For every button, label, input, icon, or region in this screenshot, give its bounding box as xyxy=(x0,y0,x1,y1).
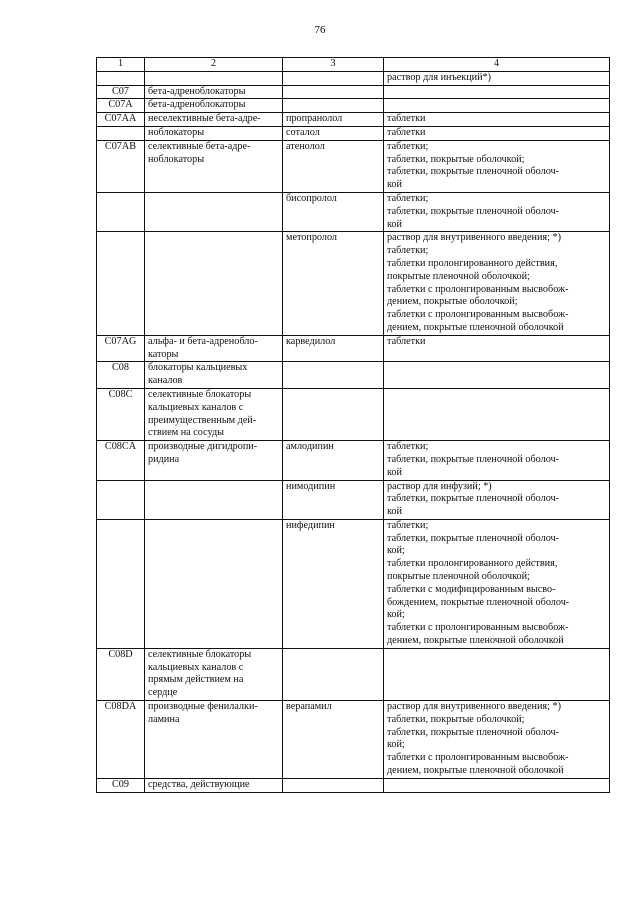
drug-cell xyxy=(283,126,384,140)
forms-line: дением, покрытые оболочкой; xyxy=(387,296,518,308)
drug-line: карведилол xyxy=(286,335,336,347)
forms-cell xyxy=(384,388,610,440)
group-line: каналов xyxy=(148,375,183,387)
forms-line: таблетки xyxy=(387,113,426,125)
drug-cell xyxy=(283,99,384,113)
group-line: ламина xyxy=(148,713,180,725)
forms-line: таблетки, покрытые оболочкой; xyxy=(387,153,525,165)
drug-cell xyxy=(283,71,384,85)
forms-line: дением, покрытые пленочной оболочкой xyxy=(387,321,564,333)
forms-cell xyxy=(384,71,610,85)
group-line: ноблокаторы xyxy=(148,126,205,138)
forms-line: покрытые пленочной оболочкой; xyxy=(387,571,530,583)
forms-cell xyxy=(384,519,610,648)
drug-line: нимодипин xyxy=(286,480,336,492)
table-row xyxy=(97,778,610,792)
group-line: каторы xyxy=(148,348,179,360)
forms-line: кой; xyxy=(387,739,405,751)
drug-cell xyxy=(283,85,384,99)
table-row xyxy=(97,99,610,113)
forms-cell xyxy=(384,701,610,779)
group-cell xyxy=(145,701,283,779)
code-cell: C07AB xyxy=(97,140,145,192)
forms-cell xyxy=(384,99,610,113)
forms-line: кой; xyxy=(387,545,405,557)
forms-cell xyxy=(384,192,610,231)
group-cell xyxy=(145,85,283,99)
column-header-code: 1 xyxy=(97,58,145,72)
forms-line: таблетки, покрытые пленочной оболоч- xyxy=(387,166,560,178)
forms-cell xyxy=(384,140,610,192)
group-cell xyxy=(145,648,283,700)
forms-line: таблетки, покрытые пленочной оболоч- xyxy=(387,726,560,738)
drug-cell xyxy=(283,519,384,648)
forms-line: таблетки с модифицированным высво- xyxy=(387,583,556,595)
code-cell: C07AG xyxy=(97,335,145,362)
forms-cell xyxy=(384,480,610,519)
group-cell xyxy=(145,232,283,335)
group-cell xyxy=(145,140,283,192)
table-row xyxy=(97,480,610,519)
table-body xyxy=(97,71,610,792)
forms-cell xyxy=(384,362,610,389)
forms-line: таблетки, покрытые оболочкой; xyxy=(387,713,525,725)
forms-cell xyxy=(384,648,610,700)
group-line: прямым действием на xyxy=(148,674,244,686)
table-row xyxy=(97,126,610,140)
forms-line: таблетки; xyxy=(387,140,429,152)
drug-line: соталол xyxy=(286,126,320,138)
forms-line: таблетки с пролонгированным высвобож- xyxy=(387,622,569,634)
drug-line: верапамил xyxy=(286,701,332,713)
group-line: селективные блокаторы xyxy=(148,388,252,400)
group-cell xyxy=(145,480,283,519)
group-line: ствием на сосуды xyxy=(148,427,225,439)
drug-cell xyxy=(283,648,384,700)
column-header-drug: 3 xyxy=(283,58,384,72)
forms-line: таблетки; xyxy=(387,245,429,257)
group-line: альфа- и бета-адренобло- xyxy=(148,335,258,347)
forms-cell xyxy=(384,113,610,127)
drug-cell xyxy=(283,232,384,335)
table-row xyxy=(97,335,610,362)
table-row xyxy=(97,519,610,648)
group-cell xyxy=(145,519,283,648)
group-line: бета-адреноблокаторы xyxy=(148,85,246,97)
forms-line: таблетки с пролонгированным высвобож- xyxy=(387,283,569,295)
code-cell xyxy=(97,480,145,519)
group-line: производные фенилалки- xyxy=(148,701,258,713)
forms-line: таблетки с пролонгированным высвобож- xyxy=(387,752,569,764)
group-line: ридина xyxy=(148,453,180,465)
code-cell: C07 xyxy=(97,85,145,99)
drug-line: бисопролол xyxy=(286,192,337,204)
group-line: селективные блокаторы xyxy=(148,648,252,660)
column-header-group: 2 xyxy=(145,58,283,72)
group-cell xyxy=(145,362,283,389)
table-row xyxy=(97,71,610,85)
group-line: сердце xyxy=(148,687,178,699)
code-cell: C09 xyxy=(97,778,145,792)
forms-line: кой xyxy=(387,506,402,518)
page-number: 76 xyxy=(314,24,326,36)
group-cell xyxy=(145,335,283,362)
drug-cell xyxy=(283,113,384,127)
forms-cell xyxy=(384,778,610,792)
forms-cell xyxy=(384,126,610,140)
group-cell xyxy=(145,99,283,113)
forms-line: таблетки; xyxy=(387,192,429,204)
group-line: средства, действующие xyxy=(148,778,250,790)
drug-line: нифедипин xyxy=(286,519,335,531)
code-cell: C08DA xyxy=(97,701,145,779)
forms-line: покрытые пленочной оболочкой; xyxy=(387,270,530,282)
table-row xyxy=(97,85,610,99)
forms-line: кой xyxy=(387,466,402,478)
table-row xyxy=(97,192,610,231)
table-row xyxy=(97,232,610,335)
drug-cell xyxy=(283,701,384,779)
drug-cell xyxy=(283,335,384,362)
drug-line: атенолол xyxy=(286,140,325,152)
forms-line: бождением, покрытые пленочной оболоч- xyxy=(387,596,570,608)
forms-line: раствор для инъекций*) xyxy=(387,71,492,83)
table-row xyxy=(97,140,610,192)
group-line: кальциевых каналов с xyxy=(148,401,244,413)
forms-line: раствор для инфузий; *) xyxy=(387,480,492,492)
drug-line: амлодипин xyxy=(286,441,334,453)
code-cell xyxy=(97,232,145,335)
table-row xyxy=(97,113,610,127)
group-line: бета-адреноблокаторы xyxy=(148,99,246,111)
drug-cell xyxy=(283,140,384,192)
code-cell xyxy=(97,519,145,648)
group-cell xyxy=(145,126,283,140)
forms-line: раствор для внутривенного введения; *) xyxy=(387,701,561,713)
group-cell xyxy=(145,192,283,231)
forms-line: таблетки, покрытые пленочной оболоч- xyxy=(387,205,560,217)
forms-cell xyxy=(384,232,610,335)
drug-cell xyxy=(283,362,384,389)
group-line: кальциевых каналов с xyxy=(148,661,244,673)
column-header-forms: 4 xyxy=(384,58,610,72)
table-header-row xyxy=(97,58,610,72)
forms-line: таблетки, покрытые пленочной оболоч- xyxy=(387,532,560,544)
code-cell: C08CA xyxy=(97,441,145,480)
code-cell: C07A xyxy=(97,99,145,113)
drug-cell xyxy=(283,441,384,480)
group-cell xyxy=(145,71,283,85)
forms-line: таблетки, покрытые пленочной оболоч- xyxy=(387,453,560,465)
table-row xyxy=(97,648,610,700)
forms-cell xyxy=(384,335,610,362)
drug-cell xyxy=(283,388,384,440)
code-cell xyxy=(97,71,145,85)
drug-cell xyxy=(283,778,384,792)
drug-table xyxy=(96,57,610,793)
forms-line: таблетки; xyxy=(387,519,429,531)
forms-line: дением, покрытые пленочной оболочкой xyxy=(387,635,564,647)
group-cell xyxy=(145,388,283,440)
forms-line: таблетки, покрытые пленочной оболоч- xyxy=(387,493,560,505)
group-line: блокаторы кальциевых xyxy=(148,362,248,374)
drug-cell xyxy=(283,192,384,231)
drug-line: метопролол xyxy=(286,232,338,244)
forms-line: таблетки xyxy=(387,126,426,138)
forms-cell xyxy=(384,441,610,480)
forms-line: кой; xyxy=(387,609,405,621)
code-cell xyxy=(97,192,145,231)
forms-line: раствор для внутривенного введения; *) xyxy=(387,232,561,244)
group-line: неселективные бета-адре- xyxy=(148,113,261,125)
forms-line: таблетки пролонгированного действия, xyxy=(387,558,558,570)
table-row xyxy=(97,362,610,389)
table-row xyxy=(97,441,610,480)
group-line: ноблокаторы xyxy=(148,153,205,165)
forms-line: таблетки xyxy=(387,335,426,347)
drug-cell xyxy=(283,480,384,519)
forms-line: кой xyxy=(387,218,402,230)
forms-line: кой xyxy=(387,179,402,191)
group-line: селективные бета-адре- xyxy=(148,140,251,152)
group-cell xyxy=(145,441,283,480)
code-cell: C08 xyxy=(97,362,145,389)
forms-line: таблетки с пролонгированным высвобож- xyxy=(387,309,569,321)
group-cell xyxy=(145,778,283,792)
group-line: производные дигидропи- xyxy=(148,441,258,453)
table-row xyxy=(97,701,610,779)
drug-line: пропранолол xyxy=(286,113,343,125)
group-line: преимущественным дей- xyxy=(148,414,257,426)
forms-line: таблетки пролонгированного действия, xyxy=(387,257,558,269)
code-cell: C08D xyxy=(97,648,145,700)
forms-line: дением, покрытые пленочной оболочкой xyxy=(387,765,564,777)
group-cell xyxy=(145,113,283,127)
table-row xyxy=(97,388,610,440)
code-cell xyxy=(97,126,145,140)
code-cell: C08C xyxy=(97,388,145,440)
forms-cell xyxy=(384,85,610,99)
code-cell: C07AA xyxy=(97,113,145,127)
forms-line: таблетки; xyxy=(387,441,429,453)
